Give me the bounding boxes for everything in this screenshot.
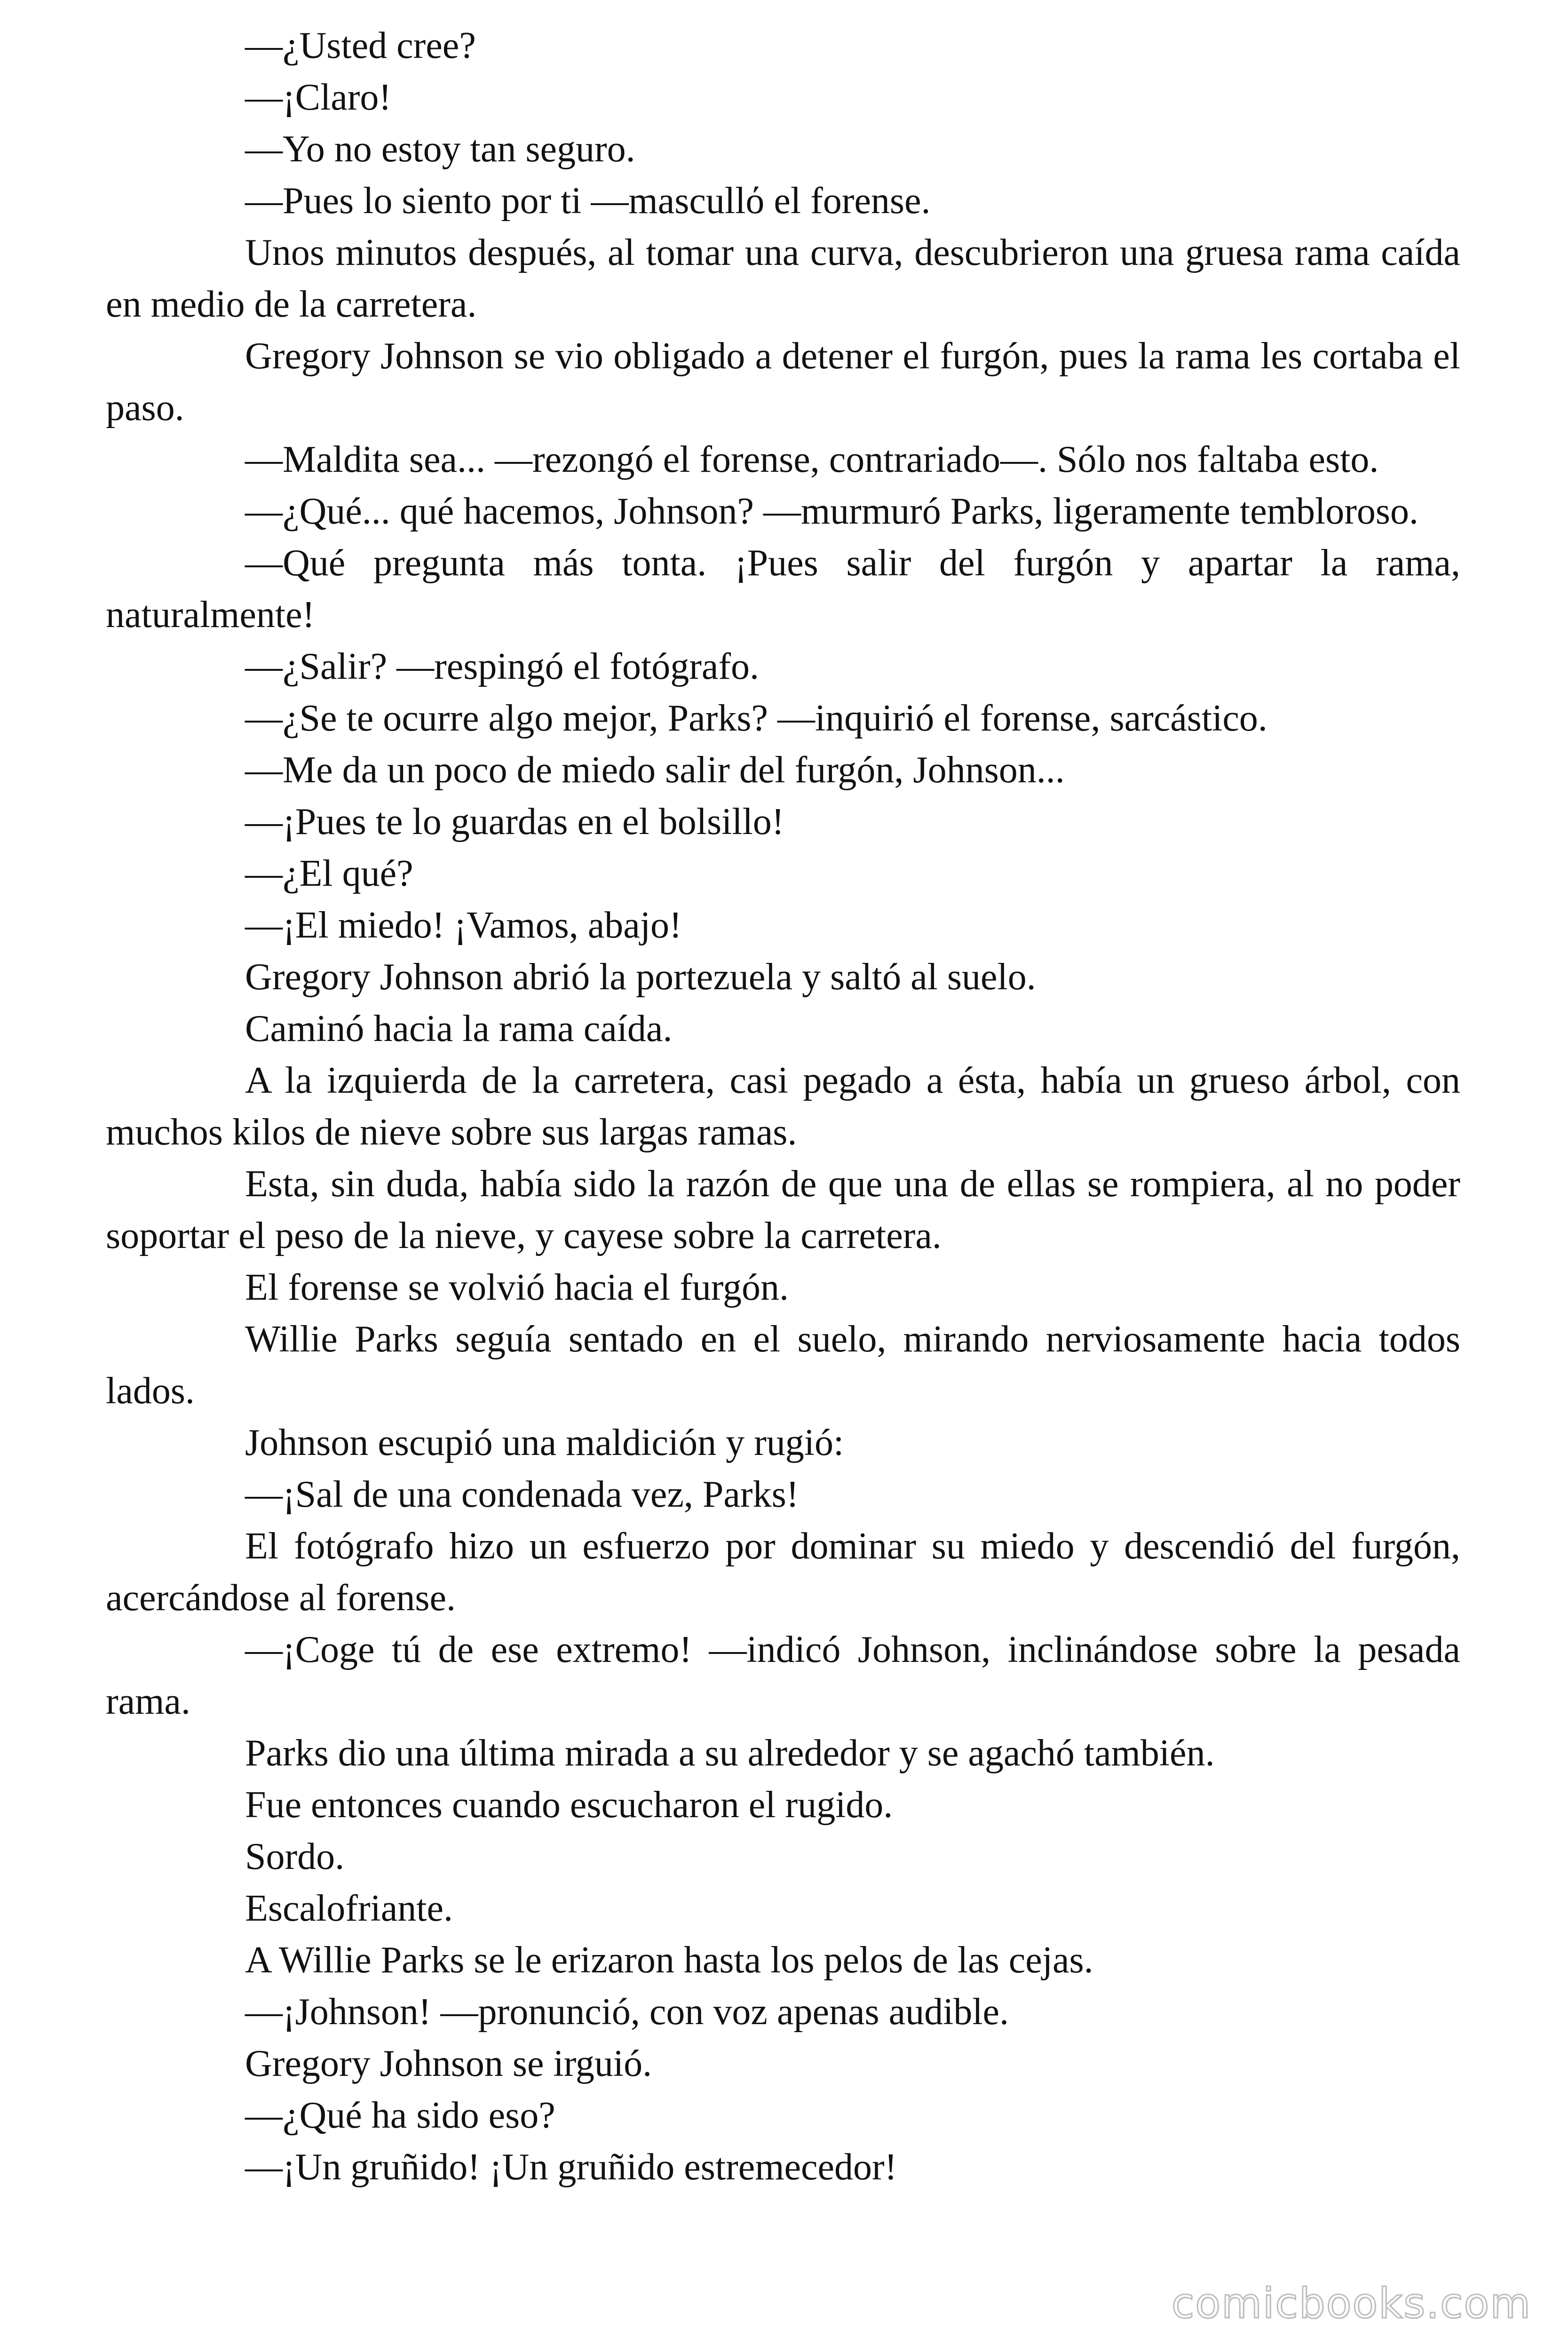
paragraph: Johnson escupió una maldición y rugió: [245,1422,844,1463]
paragraph: Esta, sin duda, había sido la razón de que una de ellas se rompiera, al no poder soportar el peso de la nieve, y cayese sobre la carretera. [106,1163,1460,1256]
paragraph: —¿Usted cree? [245,25,476,66]
paragraph: —¿Se te ocurre algo mejor, Parks? —inquirió el forense, sarcástico. [245,698,1267,739]
paragraph: Unos minutos después, al tomar una curva, descubrieron una gruesa rama caída en medio de la carretera. [106,232,1460,325]
paragraph: —¡Un gruñido! ¡Un gruñido estremecedor! [245,2146,897,2188]
paragraph: —¡Sal de una condenada vez, Parks! [245,1474,799,1515]
body-text [106,20,1460,2193]
watermark: comicbooks.com [1171,2279,1531,2328]
paragraph: —¿Qué... qué hacemos, Johnson? —murmuró Parks, ligeramente tembloroso. [245,491,1418,532]
paragraph: Gregory Johnson abrió la portezuela y saltó al suelo. [245,956,1036,998]
paragraph: A Willie Parks se le erizaron hasta los pelos de las cejas. [245,1939,1093,1981]
paragraph: —¡Johnson! —pronunció, con voz apenas audible. [245,1991,1009,2033]
paragraph: Gregory Johnson se vio obligado a detener el furgón, pues la rama les cortaba el paso. [106,335,1460,429]
paragraph: —Qué pregunta más tonta. ¡Pues salir del furgón y apartar la rama, naturalmente! [106,542,1460,636]
paragraph: El forense se volvió hacia el furgón. [245,1267,789,1308]
paragraph: Gregory Johnson se irguió. [245,2043,652,2084]
paragraph: El fotógrafo hizo un esfuerzo por dominar su miedo y descendió del furgón, acercándose al forense. [106,1526,1460,1619]
paragraph: Caminó hacia la rama caída. [245,1008,673,1049]
paragraph: —Maldita sea... —rezongó el forense, contrariado—. Sólo nos faltaba esto. [245,439,1379,480]
paragraph: Escalofriante. [245,1888,453,1929]
paragraph: —¿Qué ha sido eso? [245,2095,555,2136]
paragraph: —¿Salir? —respingó el fotógrafo. [245,646,760,687]
paragraph: —¡Claro! [245,77,392,118]
paragraph: —Me da un poco de miedo salir del furgón, Johnson... [245,749,1065,791]
paragraph: —¡Pues te lo guardas en el bolsillo! [245,801,784,842]
paragraph: Willie Parks seguía sentado en el suelo, mirando nerviosamente hacia todos lados. [106,1319,1460,1412]
paragraph: A la izquierda de la carretera, casi pegado a ésta, había un grueso árbol, con muchos kilos de nieve sobre sus largas ramas. [106,1060,1460,1153]
paragraph: Fue entonces cuando escucharon el rugido. [245,1784,893,1826]
paragraph: Sordo. [245,1836,345,1877]
paragraph: —¿El qué? [245,853,413,894]
paragraph: —¡El miedo! ¡Vamos, abajo! [245,905,682,946]
paragraph: Parks dio una última mirada a su alrededor y se agachó también. [245,1732,1215,1774]
paragraph: —¡Coge tú de ese extremo! —indicó Johnson, inclinándose sobre la pesada rama. [106,1629,1460,1722]
paragraph: —Yo no estoy tan seguro. [245,128,635,170]
paragraph: —Pues lo siento por ti —mascullό el forense. [245,180,931,222]
